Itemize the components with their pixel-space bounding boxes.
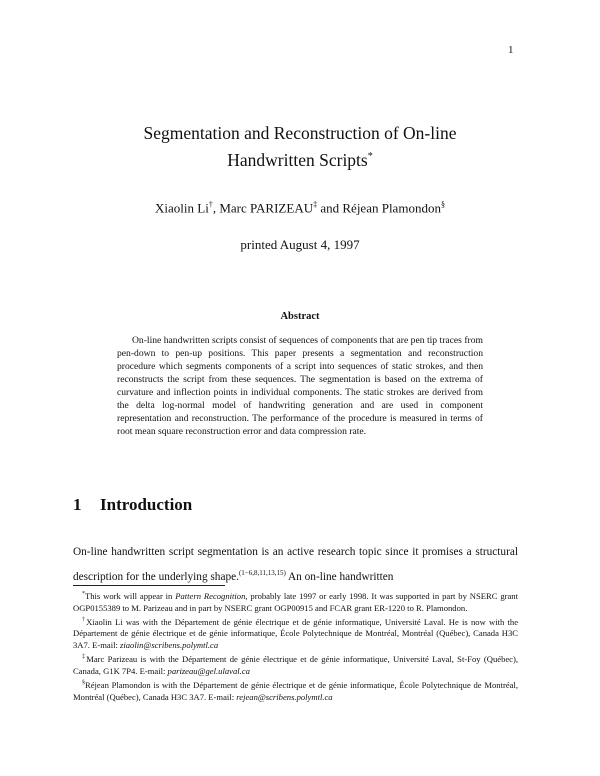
print-date: printed August 4, 1997 <box>240 237 360 252</box>
author-2: Marc PARIZEAU <box>219 200 314 216</box>
author-separator-2: and <box>317 200 343 216</box>
footnote-4-text: Réjean Plamondon is with the Département de génie électrique et de génie informatique, École Polytechnique de Montréal, Montréal (Québec), Canada H3C 3A7. E-mail: <box>73 679 518 702</box>
author-3: Réjean Plamondon <box>342 200 441 216</box>
footnote-1 <box>73 589 518 615</box>
author-separator-1: , <box>212 200 220 216</box>
page-number: 1 <box>508 44 514 56</box>
footnotes <box>73 589 518 704</box>
footnote-4-mark: § <box>82 679 85 686</box>
author-1: Xiaolin Li <box>155 200 209 216</box>
title-line-2-text: Handwritten Scripts <box>227 149 368 170</box>
intro-paragraph <box>73 542 518 588</box>
footnote-4-email: rejean@scribens.polymtl.ca <box>236 691 333 702</box>
section-heading <box>73 495 192 515</box>
section-number: 1 <box>73 495 82 514</box>
footnote-1-text: This work will appear in <box>85 590 176 601</box>
footnote-3-text: Marc Parizeau is with the Département de génie électrique et de génie informatique, Université Laval, St-Foy (Québec), Canada, G1K 7P4. E-mail: <box>73 654 519 677</box>
footnote-3-mark: ‡ <box>82 654 87 661</box>
intro-citation: (1−6,8,11,13,15) <box>238 569 286 577</box>
intro-text-after: An on-line handwritten <box>285 570 394 583</box>
footnote-3 <box>73 652 518 678</box>
abstract-heading: Abstract <box>280 311 320 322</box>
footnote-1-text-end: , probably late 1997 or early 1998. It was supported in part by NSERC grant OGP0155389 to M. Parizeau and in part by NSERC grant OGP00915 and FCAR grant ER-1220 to R. Plamondon. <box>73 590 518 613</box>
abstract-text: On-line handwritten scripts consist of sequences of components that are pen tip traces from pen-down to pen-up positions. This paper presents a segmentation and reconstruction procedure which segments components of a script into sequences of static strokes, and then reconstructs the script from these sequences. The segmentation is based on the extrema of curvature and inflection points in individual components. The static strokes are derived from the delta log-normal model of handwriting generation and are used in component representation and reconstruction. The performance of the procedure is measured in terms of root mean square reconstruction error and data compression rate. <box>117 335 483 437</box>
title-line-1: Segmentation and Reconstruction of On-line <box>143 123 457 143</box>
intro-text-before: On-line handwritten script segmentation is an active research topic since it promises a structural description for the underlying shape. <box>73 546 518 583</box>
author-2-mark: ‡ <box>313 200 318 209</box>
footnote-1-italic: Pattern Recognition <box>175 590 246 601</box>
paper-title <box>60 121 540 172</box>
footnote-rule <box>73 585 225 586</box>
title-footnote-mark: * <box>367 151 373 162</box>
footnote-2-text: Xiaolin Li was with the Département de génie électrique et de génie informatique, Université Laval. He is now with the Département de génie électrique et de génie informatique, École Polytechnique de Montréal, Montréal (Québec), Canada H3C 3A7. E-mail: <box>73 616 519 651</box>
footnote-2 <box>73 615 518 653</box>
footnote-2-email: ziaolin@scribens.polymtl.ca <box>120 640 219 651</box>
author-1-mark: † <box>208 200 213 209</box>
author-3-mark: § <box>440 200 445 209</box>
section-title: Introduction <box>100 495 193 514</box>
author-list <box>60 200 540 216</box>
footnote-2-mark: † <box>82 616 87 623</box>
footnote-1-mark: * <box>82 591 85 597</box>
footnote-3-email: parizeau@gel.ulaval.ca <box>167 666 250 677</box>
title-line-2 <box>60 145 540 172</box>
footnote-4 <box>73 678 518 704</box>
